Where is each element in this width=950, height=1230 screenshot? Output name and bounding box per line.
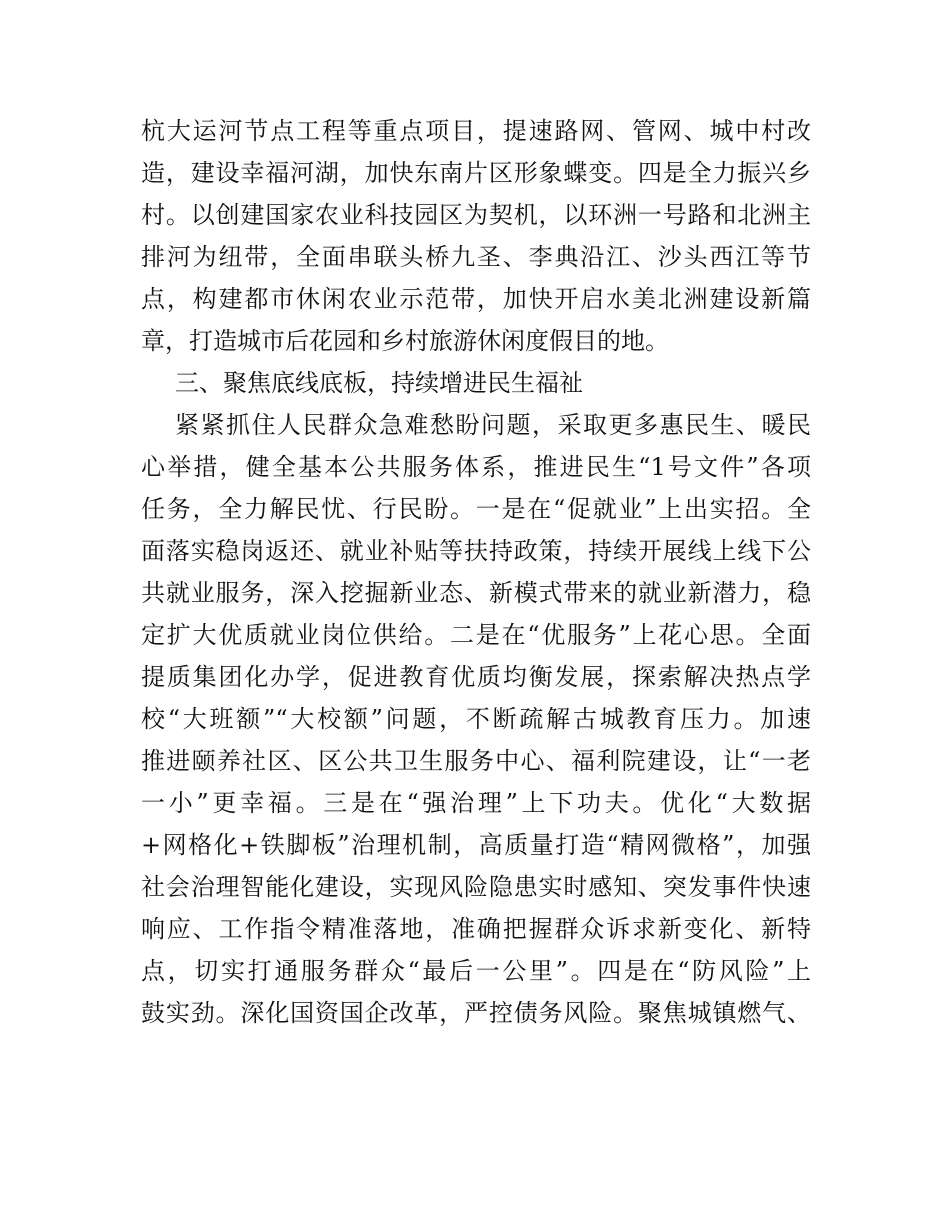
text-line: 排河为纽带，全面串联头桥九圣、李典沿江、沙头西江等节 [141,243,811,271]
text-line: 章，打造城市后花园和乡村旅游休闲度假目的地。 [141,327,669,355]
text-line: 社会治理智能化建设，实现风险隐患实时感知、突发事件快速 [141,873,811,901]
text-line: 校“大班额”“大校额”问题，不断疏解古城教育压力。加速 [141,705,811,733]
text-line: 共就业服务，深入挖掘新业态、新模式带来的就业新潜力，稳 [141,579,811,607]
text-line: 任务，全力解民忧、行民盼。一是在“促就业”上出实招。全 [141,495,811,523]
text-line: 鼓实劲。深化国资国企改革，严控债务风险。聚焦城镇燃气、 [141,999,811,1027]
text-line: 心举措，健全基本公共服务体系，推进民生“1号文件”各项 [141,453,811,481]
text-line: 杭大运河节点工程等重点项目，提速路网、管网、城中村改 [141,117,811,145]
body-text [141,110,811,1034]
text-line: +网格化+铁脚板”治理机制，高质量打造“精网微格”，加强 [141,831,811,859]
text-line: 提质集团化办学，促进教育优质均衡发展，探索解决热点学 [141,663,811,691]
text-line: 村。以创建国家农业科技园区为契机，以环洲一号路和北洲主 [141,201,811,229]
text-line: 响应、工作指令精准落地，准确把握群众诉求新变化、新特 [141,915,811,943]
text-line: 一小”更幸福。三是在“强治理”上下功夫。优化“大数据 [141,789,811,817]
section-heading: 三、聚焦底线底板，持续增进民生福祉 [175,369,583,397]
text-line: 点，构建都市休闲农业示范带，加快开启水美北洲建设新篇 [141,285,811,313]
text-line: 造，建设幸福河湖，加快东南片区形象蝶变。四是全力振兴乡 [141,159,811,187]
text-line: 推进颐养社区、区公共卫生服务中心、福利院建设，让“一老 [141,747,811,775]
text-line: 面落实稳岗返还、就业补贴等扶持政策，持续开展线上线下公 [141,537,811,565]
text-line: 点，切实打通服务群众“最后一公里”。四是在“防风险”上 [141,957,811,985]
text-line: 定扩大优质就业岗位供给。二是在“优服务”上花心思。全面 [141,621,811,649]
paragraph-first-line: 紧紧抓住人民群众急难愁盼问题，采取更多惠民生、暖民 [175,411,811,439]
